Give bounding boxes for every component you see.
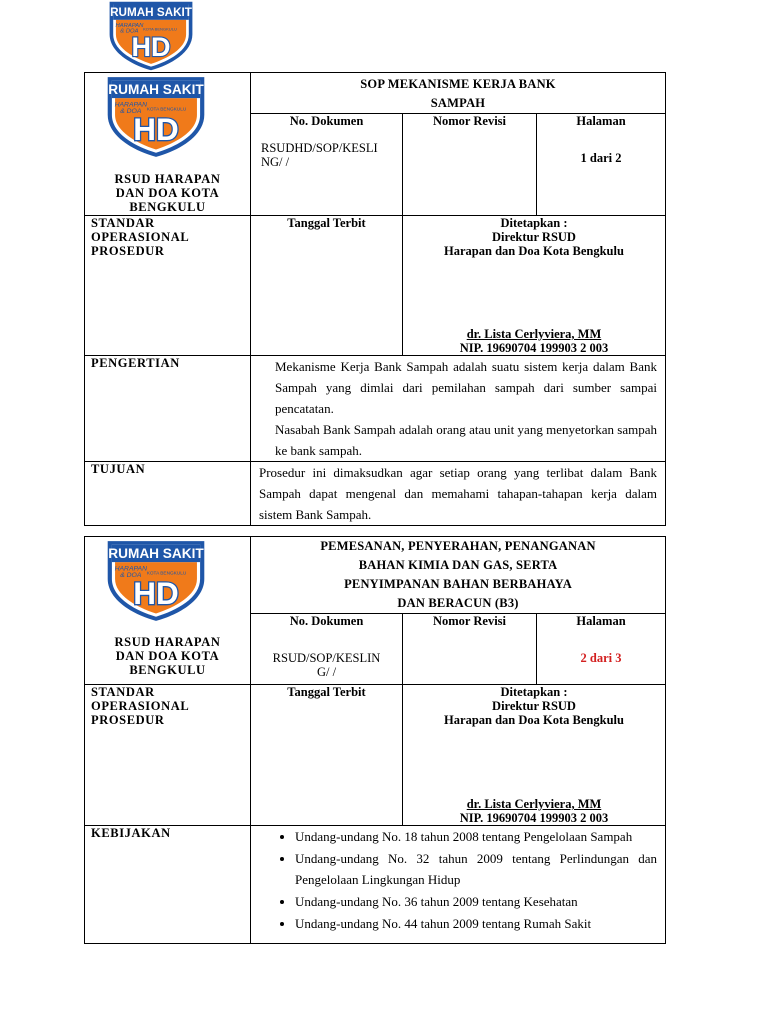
sop-label-line: OPERASIONAL: [91, 699, 190, 713]
no-dokumen-label: No. Dokumen: [289, 614, 364, 628]
hospital-logo: [101, 539, 211, 623]
ditetapkan-cell: [403, 685, 666, 826]
no-dokumen-label: No. Dokumen: [289, 114, 364, 128]
rsud-name: Harapan dan Doa Kota Bengkulu: [444, 244, 624, 258]
hospital-logo-icon: [102, 0, 200, 72]
hospital-name-line: BENGKULU: [129, 663, 206, 677]
halaman-label: Halaman: [576, 114, 626, 128]
ditetapkan-label: Ditetapkan :: [500, 216, 568, 230]
tanggal-terbit-cell: [251, 685, 403, 826]
pengertian-label: PENGERTIAN: [85, 356, 251, 462]
hospital-logo: [101, 75, 211, 159]
halaman-value: 1 dari 2: [580, 151, 622, 165]
nomor-revisi-cell: [403, 114, 537, 216]
kebijakan-item: • Undang-undang No. 32 tahun 2009 tentang Perlindungan dan Pengelolaan Lingkungan Hidup: [295, 848, 657, 890]
sop-label-line: STANDAR: [91, 685, 155, 699]
sop-label-line: PROSEDUR: [91, 713, 165, 727]
director-nip: NIP. 19690704 199903 2 003: [459, 341, 609, 355]
no-dokumen-value: RSUDHD/SOP/KESLI: [261, 141, 378, 155]
director-nip: NIP. 19690704 199903 2 003: [459, 811, 609, 825]
halaman-cell: [537, 114, 666, 216]
no-dokumen-cell: [251, 114, 403, 216]
hospital-logo-icon: [101, 75, 211, 159]
sop-table-1: [84, 72, 666, 526]
header-logo: [102, 0, 200, 72]
tujuan-content: [251, 462, 666, 526]
hospital-cell: [85, 537, 251, 685]
sop-label-line: OPERASIONAL: [91, 230, 190, 244]
title-line: PEMESANAN, PENYERAHAN, PENANGANAN: [320, 539, 596, 553]
kebijakan-item: • Undang-undang No. 36 tahun 2009 tentang Kesehatan: [295, 891, 657, 912]
tanggal-terbit-label: Tanggal Terbit: [287, 216, 366, 230]
title-line: SAMPAH: [430, 96, 486, 110]
direktur-label: Direktur RSUD: [492, 699, 576, 713]
hospital-name-line: BENGKULU: [129, 200, 206, 214]
ditetapkan-label: Ditetapkan :: [500, 685, 568, 699]
hospital-name-line: RSUD HARAPAN: [114, 635, 221, 649]
hospital-name-line: DAN DOA KOTA: [115, 649, 220, 663]
kebijakan-item: • Undang-undang No. 18 tahun 2008 tentang Pengelolaan Sampah: [295, 826, 657, 847]
document-title: [251, 537, 666, 614]
kebijakan-list: [251, 826, 665, 934]
sop-label-line: PROSEDUR: [91, 244, 165, 258]
no-dokumen-value: NG/ /: [261, 155, 290, 169]
hospital-name-line: RSUD HARAPAN: [114, 172, 221, 186]
title-line: PENYIMPANAN BAHAN BERBAHAYA: [344, 577, 572, 591]
no-dokumen-value: G/ /: [316, 665, 337, 679]
tanggal-terbit-label: Tanggal Terbit: [287, 685, 366, 699]
halaman-value: 2 dari 3: [580, 651, 622, 665]
kebijakan-item: • Undang-undang No. 44 tahun 2009 tentang Rumah Sakit: [295, 913, 657, 934]
sop-label-cell: [85, 685, 251, 826]
halaman-label: Halaman: [576, 614, 626, 628]
direktur-label: Direktur RSUD: [492, 230, 576, 244]
pengertian-content: [251, 356, 666, 462]
nomor-revisi-label: Nomor Revisi: [432, 614, 507, 628]
hospital-logo-icon: [101, 539, 211, 623]
sop-table-2: [84, 536, 666, 944]
tanggal-terbit-cell: [251, 216, 403, 356]
tujuan-label: TUJUAN: [85, 462, 251, 526]
rsud-name: Harapan dan Doa Kota Bengkulu: [444, 713, 624, 727]
tujuan-paragraph: Prosedur ini dimaksudkan agar setiap orang yang terlibat dalam Bank Sampah dapat mengenal dan memahami tahapan-tahapan kerja dalam sistem Bank Sampah.: [259, 465, 657, 522]
title-line: BAHAN KIMIA DAN GAS, SERTA: [358, 558, 558, 572]
kebijakan-content: [251, 826, 666, 944]
title-line: DAN BERACUN (B3): [397, 596, 519, 610]
kebijakan-label: KEBIJAKAN: [85, 826, 251, 944]
title-line: SOP MEKANISME KERJA BANK: [360, 77, 556, 91]
sop-label-cell: [85, 216, 251, 356]
no-dokumen-cell: [251, 614, 403, 685]
nomor-revisi-cell: [403, 614, 537, 685]
director-name: dr. Lista Cerlyviera, MM: [466, 327, 602, 341]
nomor-revisi-label: Nomor Revisi: [432, 114, 507, 128]
director-name: dr. Lista Cerlyviera, MM: [466, 797, 602, 811]
no-dokumen-value: RSUD/SOP/KESLIN: [272, 651, 381, 665]
document-title: [251, 73, 666, 114]
sop-label-line: STANDAR: [91, 216, 155, 230]
halaman-cell: [537, 614, 666, 685]
ditetapkan-cell: [403, 216, 666, 356]
pengertian-paragraph: Nasabah Bank Sampah adalah orang atau unit yang menyetorkan sampah ke bank sampah.: [275, 422, 657, 458]
hospital-cell: [85, 73, 251, 216]
hospital-name-line: DAN DOA KOTA: [115, 186, 220, 200]
pengertian-paragraph: Mekanisme Kerja Bank Sampah adalah suatu sistem kerja dalam Bank Sampah yang dimlai dari pemilahan sampah dari sumber sampai pencatatan.: [275, 359, 657, 416]
